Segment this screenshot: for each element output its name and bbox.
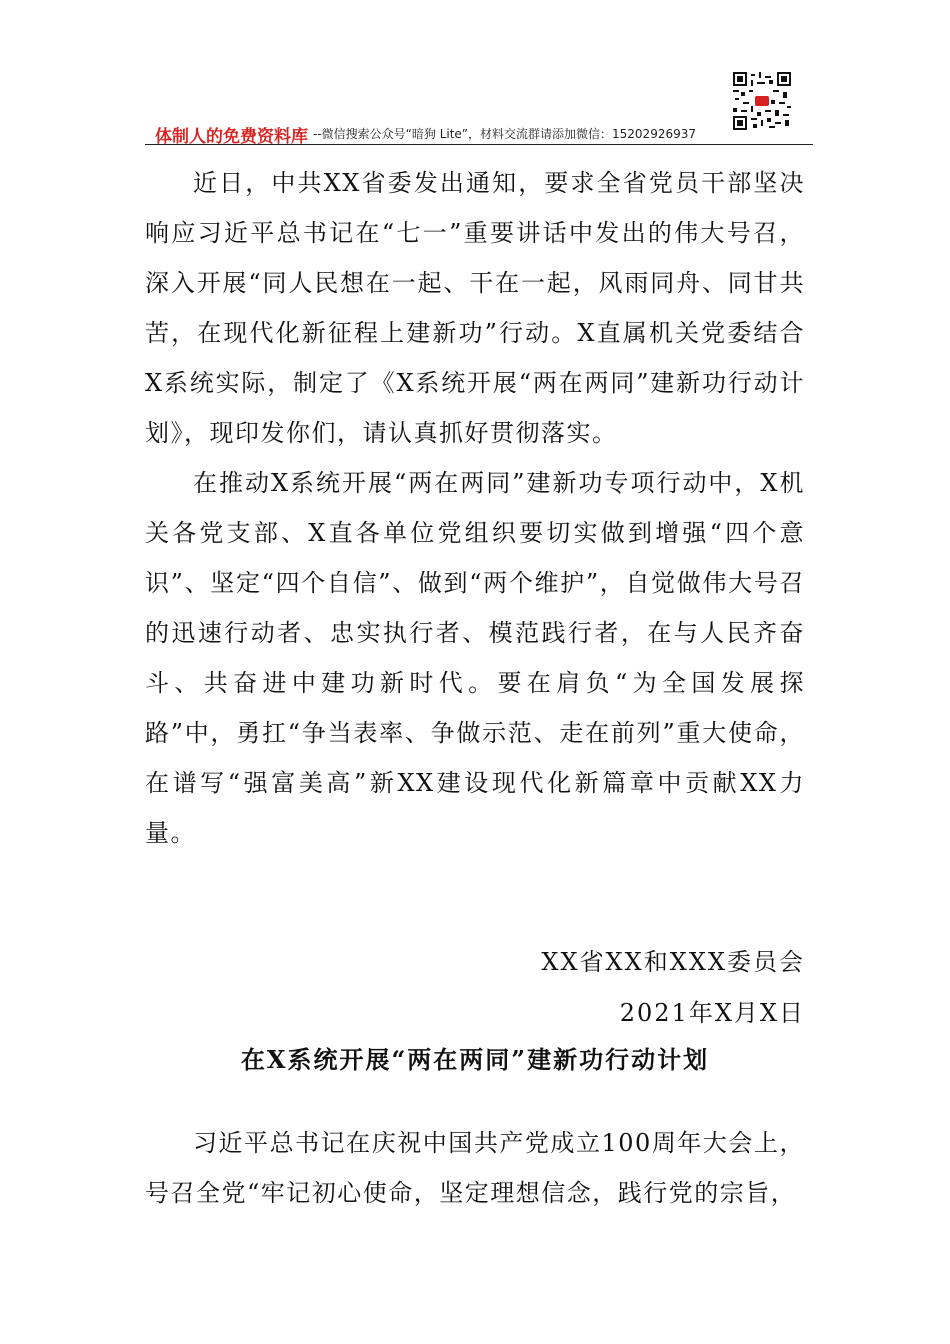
signature-org: XX省XX和XXX委员会: [541, 948, 805, 976]
plan-title: 在X系统开展“两在两同”建新功行动计划: [240, 1045, 710, 1074]
header-tagline: --微信搜索公众号“暗狗 Lite”，材料交流群请添加微信：15202926937: [313, 127, 696, 141]
plan-paragraph-1: 习近平总书记在庆祝中国共产党成立100周年大会上，号召全党“牢记初心使命，坚定理想信念，践行党的宗旨，: [145, 1129, 805, 1207]
notice-paragraph-2: 在推动X系统开展“两在两同”建新功专项行动中，X机关各党支部、X直各单位党组织要切实做到增强“四个意识”、坚定“四个自信”、做到“两个维护”，自觉做伟大号召的迅速行动者、忠实执行者、模范践行者，在与人民齐奋斗、共奋进中建功新时代。要在肩负“为全国发展探路”中，勇扛“争当表率、争做示范、走在前列”重大使命，在谱写“强富美高”新XX建设现代化新篇章中贡献XX力量。: [145, 469, 805, 847]
page-header: [145, 118, 813, 145]
signature-date: 2021年X月X日: [619, 999, 805, 1027]
brand-name: 体制人的免费资料库: [155, 127, 308, 145]
qr-code-icon: [733, 72, 791, 130]
notice-paragraph-1: 近日，中共XX省委发出通知，要求全省党员干部坚决响应习近平总书记在“七一”重要讲话中发出的伟大号召，深入开展“同人民想在一起、干在一起，风雨同舟、同甘共苦，在现代化新征程上建新功”行动。X直属机关党委结合X系统实际，制定了《X系统开展“两在两同”建新功行动计划》，现印发你们，请认真抓好贯彻落实。: [145, 169, 805, 447]
